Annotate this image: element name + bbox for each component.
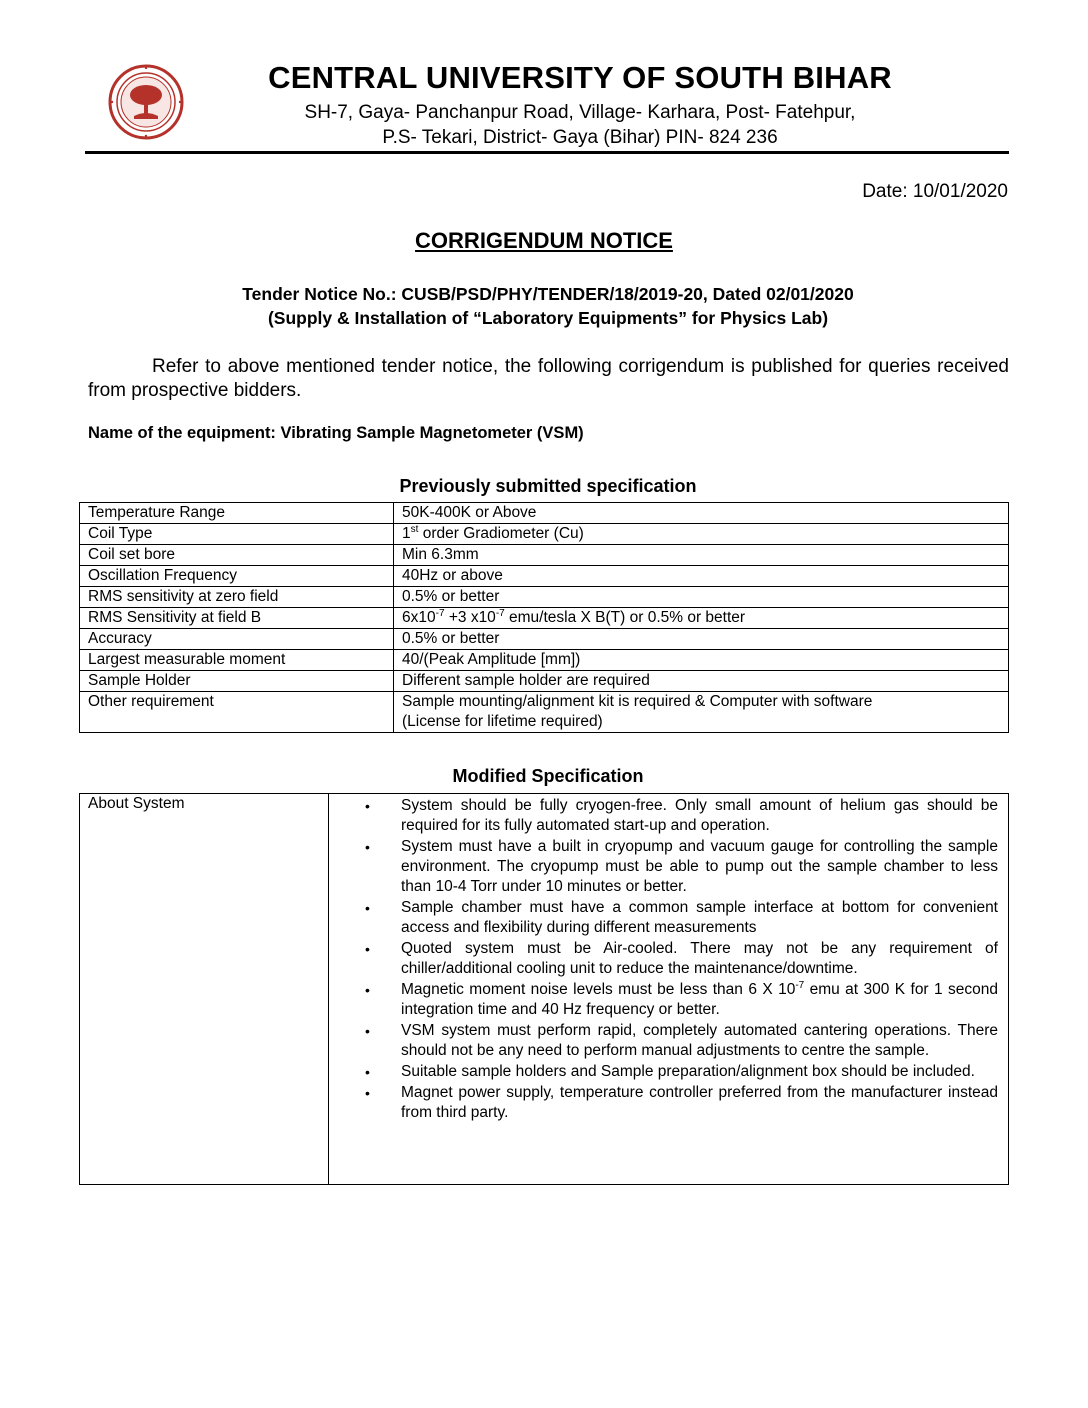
table-row	[80, 629, 1009, 650]
table-row	[80, 692, 1009, 733]
table-row	[80, 545, 1009, 566]
table-row	[80, 650, 1009, 671]
superscript: st	[410, 524, 419, 535]
list-item	[329, 837, 998, 897]
table-row	[80, 671, 1009, 692]
notice-date: Date: 10/01/2020	[862, 181, 1008, 202]
intro-paragraph	[88, 355, 1009, 403]
item-text: emu at 300 K for 1 second integration time and 40 Hz frequency or better.	[401, 981, 998, 1018]
bullet-icon: •	[365, 941, 370, 957]
list-item	[329, 796, 998, 836]
spec-value: 0.5% or better	[394, 629, 1009, 650]
list-item	[329, 1083, 998, 1123]
item-text: Magnetic moment noise levels must be less than 6 X 10	[401, 981, 796, 998]
table-row	[80, 608, 1009, 629]
value-text: +3 x10	[444, 609, 496, 626]
item-text: Suitable sample holders and Sample preparation/alignment box should be included.	[401, 1063, 975, 1080]
table-row	[80, 587, 1009, 608]
spec-value: 0.5% or better	[394, 587, 1009, 608]
spec-value: Different sample holder are required	[394, 671, 1009, 692]
item-text: VSM system must perform rapid, completely automated cantering operations. There should not be any need to perform manual adjustments to centre the sample.	[401, 1022, 998, 1059]
intro-text: Refer to above mentioned tender notice, the following corrigendum is published for queries received from prospective bidders.	[88, 356, 1009, 401]
value-text: Sample mounting/alignment kit is required & Computer with software	[402, 693, 873, 710]
notice-title: CORRIGENDUM NOTICE	[415, 228, 673, 253]
bullet-icon: •	[365, 900, 370, 916]
list-item	[329, 980, 998, 1020]
previous-spec-title: Previously submitted specification	[399, 476, 697, 496]
university-name: CENTRAL UNIVERSITY OF SOUTH BIHAR	[268, 60, 892, 95]
address-line-1: SH-7, Gaya- Panchanpur Road, Village- Karhara, Post- Fatehpur,	[304, 102, 856, 123]
spec-value: 40/(Peak Amplitude [mm])	[394, 650, 1009, 671]
header-divider	[85, 151, 1009, 154]
spec-value: Min 6.3mm	[394, 545, 1009, 566]
spec-param: Temperature Range	[80, 503, 394, 524]
table-row	[80, 566, 1009, 587]
spec-value	[394, 524, 1009, 545]
spec-param: Coil Type	[80, 524, 394, 545]
spec-param: Accuracy	[80, 629, 394, 650]
bullet-icon: •	[365, 1064, 370, 1080]
list-item	[329, 1062, 998, 1082]
modified-spec-table	[79, 793, 1009, 1185]
spec-param: Largest measurable moment	[80, 650, 394, 671]
table-row	[80, 503, 1009, 524]
list-item	[329, 898, 998, 938]
spec-param: RMS Sensitivity at field B	[80, 608, 394, 629]
list-item	[329, 939, 998, 979]
value-text: emu/tesla X B(T) or 0.5% or better	[504, 609, 746, 626]
value-text: (License for lifetime required)	[402, 713, 603, 730]
table-row	[80, 794, 1009, 1185]
equipment-name: Name of the equipment: Vibrating Sample Magnetometer (VSM)	[88, 424, 584, 442]
spec-value	[394, 692, 1009, 733]
spec-value: 50K-400K or Above	[394, 503, 1009, 524]
modified-spec-title: Modified Specification	[452, 766, 644, 786]
spec-list-cell	[329, 794, 1009, 1185]
spec-param: Sample Holder	[80, 671, 394, 692]
bullet-icon: •	[365, 798, 370, 814]
spec-list	[329, 796, 998, 1123]
tender-subject: (Supply & Installation of “Laboratory Equipments” for Physics Lab)	[267, 308, 829, 328]
bullet-icon: •	[365, 982, 370, 998]
value-text: 6x10	[402, 609, 436, 626]
spec-label: About System	[80, 794, 329, 1185]
superscript: -7	[495, 608, 505, 619]
spec-value	[394, 608, 1009, 629]
spec-param: RMS sensitivity at zero field	[80, 587, 394, 608]
address-line-2: P.S- Tekari, District- Gaya (Bihar) PIN- 824 236	[382, 127, 778, 148]
value-text: order Gradiometer (Cu)	[418, 525, 584, 542]
previous-spec-table	[79, 502, 1009, 733]
item-text: System must have a built in cryopump and vacuum gauge for controlling the sample environment. The cryopump must be able to pump out the sample chamber to less than 10-4 Torr under 10 minutes or better.	[401, 838, 998, 895]
bullet-icon: •	[365, 1085, 370, 1101]
spec-param: Coil set bore	[80, 545, 394, 566]
table-row	[80, 524, 1009, 545]
spec-param: Oscillation Frequency	[80, 566, 394, 587]
value-text: 1	[402, 525, 411, 542]
list-item	[329, 1021, 998, 1061]
superscript: -7	[435, 608, 445, 619]
item-text: Quoted system must be Air-cooled. There may not be any requirement of chiller/additional cooling unit to reduce the maintenance/downtime.	[401, 940, 998, 977]
spec-value: 40Hz or above	[394, 566, 1009, 587]
university-seal-logo	[108, 64, 184, 140]
spec-param: Other requirement	[80, 692, 394, 733]
tender-number: Tender Notice No.: CUSB/PSD/PHY/TENDER/18/2019-20, Dated 02/01/2020	[242, 284, 854, 304]
item-text: Sample chamber must have a common sample interface at bottom for convenient access and flexibility during different measurements	[401, 899, 998, 936]
item-text: System should be fully cryogen-free. Only small amount of helium gas should be required for its fully automated start-up and operation.	[401, 797, 998, 834]
superscript: -7	[795, 980, 805, 991]
bullet-icon: •	[365, 1023, 370, 1039]
item-text: Magnet power supply, temperature controller preferred from the manufacturer instead from third party.	[401, 1084, 998, 1121]
bullet-icon: •	[365, 839, 370, 855]
